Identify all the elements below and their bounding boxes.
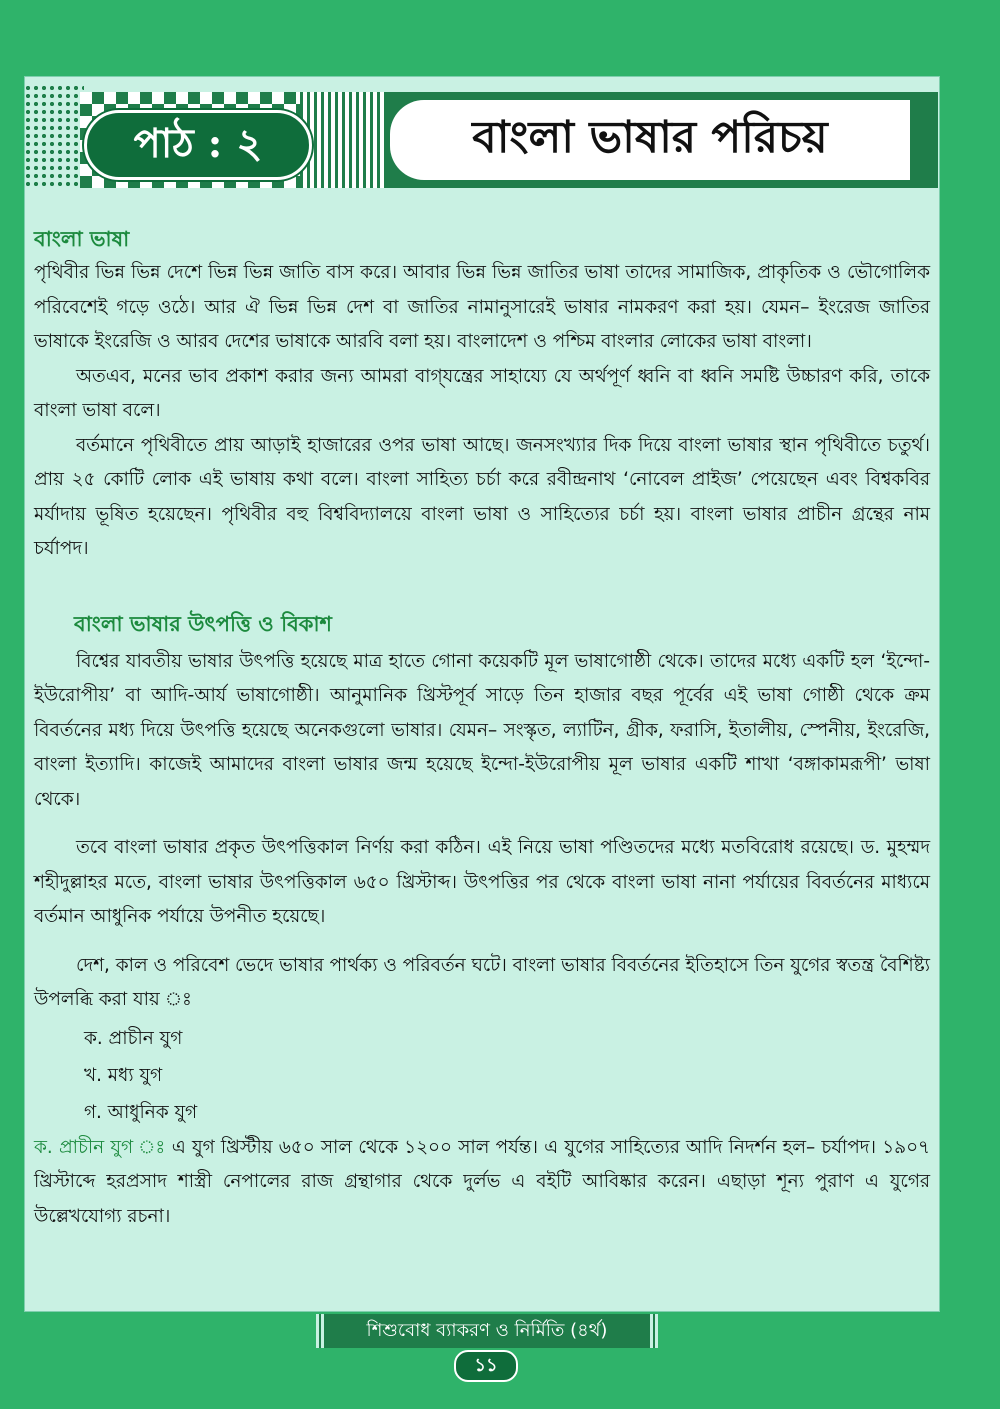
- paragraph: পৃথিবীর ভিন্ন ভিন্ন দেশে ভিন্ন ভিন্ন জাতি বাস করে। আবার ভিন্ন ভিন্ন জাতির ভাষা তাদের সামাজিক, প্রাকৃতিক ও ভৌগোলিক পরিবেশেই গড়ে ওঠে। আর ঐ ভিন্ন ভিন্ন দেশ বা জাতির নামানুসারেই ভাষার নামকরণ করা হয়। যেমন– ইংরেজ জাতির ভাষাকে ইংরেজি ও আরব দেশের ভাষাকে আরবি বলা হয়। বাংলাদেশ ও পশ্চিম বাংলার লোকের ভাষা বাংলা।: [34, 262, 930, 352]
- book-title-footer: শিশুবোধ ব্যাকরণ ও নির্মিতি (৪র্থ): [316, 1314, 658, 1348]
- header-stripe-pattern: [300, 92, 386, 188]
- paragraph: বিশ্বের যাবতীয় ভাষার উৎপত্তি হয়েছে মাত্র হাতে গোনা কয়েকটি মূল ভাষাগোষ্ঠী থেকে। তাদের মধ্যে একটি হল ‘ইন্দো-ইউরোপীয়’ বা আদি-আর্য ভাষাগোষ্ঠী। আনুমানিক খ্রিস্টপূর্ব সাড়ে তিন হাজার বছর পূর্বের এই ভাষা গোষ্ঠী থেকে ক্রম বিবর্তনের মধ্য দিয়ে উৎপত্তি হয়েছে অনেকগুলো ভাষার। যেমন– সংস্কৃত, ল্যাটিন, গ্রীক, ফরাসি, ইতালীয়, স্পেনীয়, ইংরেজি, বাংলা ইত্যাদি। কাজেই আমাদের বাংলা ভাষার জন্ম হয়েছে ইন্দো-ইউরোপীয় মূল ভাষার একটি শাখা ‘বঙ্গাকামরূপী’ ভাষা থেকে।: [34, 650, 930, 810]
- section-heading-bangla-bhasha: বাংলা ভাষা: [34, 227, 130, 251]
- main-content: [34, 222, 930, 1234]
- ancient-era-text: এ যুগ খ্রিস্টীয় ৬৫০ সাল থেকে ১২০০ সাল পর্যন্ত। এ যুগের সাহিত্যের আদি নিদর্শন হল– চর্যাপদ। ১৯০৭ খ্রিস্টাব্দে হরপ্রসাদ শাস্ত্রী নেপালের রাজ গ্রন্থাগার থেকে দুর্লভ এ বইটি আবিষ্কার করেন। এছাড়া শূন্য পুরাণ এ যুগের উল্লেখযোগ্য রচনা।: [34, 1136, 930, 1227]
- page-number: ১১: [454, 1350, 518, 1382]
- list-item: খ. মধ্য যুগ: [84, 1064, 163, 1086]
- spacer: [34, 567, 930, 607]
- paragraph-ancient-era: [34, 1131, 930, 1235]
- lesson-number-badge: পাঠ : ২: [84, 110, 312, 180]
- list-item: গ. আধুনিক যুগ: [84, 1101, 198, 1123]
- list-item: ক. প্রাচীন যুগ: [84, 1027, 183, 1049]
- spacer: [34, 817, 930, 831]
- paragraph: তবে বাংলা ভাষার প্রকৃত উৎপত্তিকাল নির্ণয় করা কঠিন। এই নিয়ে ভাষা পণ্ডিতদের মধ্যে মতবিরোধ রয়েছে। ড. মুহম্মদ শহীদুল্লাহর মতে, বাংলা ভাষার উৎপত্তিকাল ৬৫০ খ্রিস্টাব্দ। উৎপত্তির পর থেকে বাংলা ভাষা নানা পর্যায়ের বিবর্তনের মাধ্যমে বর্তমান আধুনিক পর্যায়ে উপনীত হয়েছে।: [34, 837, 930, 927]
- ancient-era-label: ক. প্রাচীন যুগ ঃ: [34, 1136, 166, 1158]
- era-list: [84, 1020, 930, 1131]
- page-title: বাংলা ভাষার পরিচয়: [390, 100, 910, 180]
- section-heading-origin: বাংলা ভাষার উৎপত্তি ও বিকাশ: [74, 611, 332, 636]
- paragraph: বর্তমানে পৃথিবীতে প্রায় আড়াই হাজারের ওপর ভাষা আছে। জনসংখ্যার দিক দিয়ে বাংলা ভাষার স্থান পৃথিবীতে চতুর্থ। প্রায় ২৫ কোটি লোক এই ভাষায় কথা বলে। বাংলা সাহিত্য চর্চা করে রবীন্দ্রনাথ ‘নোবেল প্রাইজ’ পেয়েছেন এবং বিশ্বকবির মর্যাদায় ভূষিত হয়েছেন। পৃথিবীর বহু বিশ্ববিদ্যালয়ে বাংলা ভাষা ও সাহিত্যের চর্চা হয়। বাংলা ভাষার প্রাচীন গ্রন্থের নাম চর্যাপদ।: [34, 434, 930, 559]
- paragraph: দেশ, কাল ও পরিবেশ ভেদে ভাষার পার্থক্য ও পরিবর্তন ঘটে। বাংলা ভাষার বিবর্তনের ইতিহাসে তিন যুগের স্বতন্ত্র বৈশিষ্ট্য উপলব্ধি করা যায় ঃ: [34, 954, 931, 1010]
- paragraph: অতএব, মনের ভাব প্রকাশ করার জন্য আমরা বাগ্‌যন্ত্রের সাহায্যে যে অর্থপূর্ণ ধ্বনি বা ধ্বনি সমষ্টি উচ্চারণ করি, তাকে বাংলা ভাষা বলে।: [34, 365, 930, 421]
- spacer: [34, 935, 930, 949]
- header-dot-pattern: [24, 84, 84, 188]
